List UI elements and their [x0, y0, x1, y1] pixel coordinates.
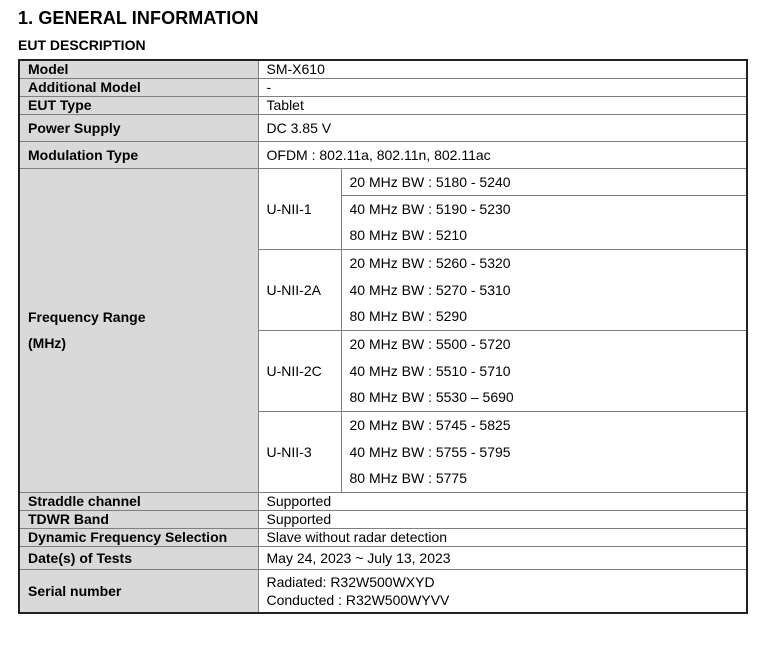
dfs-label: Dynamic Frequency Selection [19, 528, 258, 546]
serial-number-label: Serial number [19, 569, 258, 613]
section-title: 1. GENERAL INFORMATION [18, 8, 259, 28]
table-row [19, 510, 747, 528]
straddle-channel-label: Straddle channel [19, 492, 258, 510]
band-entry: 80 MHz BW : 5210 [341, 222, 747, 249]
table-row [19, 569, 747, 613]
band-entry: 80 MHz BW : 5530 – 5690 [341, 384, 747, 411]
straddle-channel-value: Supported [258, 492, 747, 510]
tdwr-band-label: TDWR Band [19, 510, 258, 528]
frequency-range-label-line2: (MHz) [28, 335, 67, 351]
eut-type-value: Tablet [258, 96, 747, 114]
band-entry: 20 MHz BW : 5260 - 5320 [341, 249, 747, 276]
table-row [19, 168, 747, 195]
serial-radiated: Radiated: R32W500WXYD [266, 573, 435, 590]
power-supply-label: Power Supply [19, 114, 258, 141]
table-row [19, 114, 747, 141]
band-entry: 40 MHz BW : 5190 - 5230 [341, 195, 747, 222]
band-entry: 20 MHz BW : 5180 - 5240 [341, 168, 747, 195]
additional-model-label: Additional Model [19, 78, 258, 96]
table-row [19, 60, 747, 78]
table-row [19, 141, 747, 168]
model-value: SM-X610 [258, 60, 747, 78]
table-row [19, 96, 747, 114]
section-subtitle: EUT DESCRIPTION [18, 37, 146, 53]
band-entry: 40 MHz BW : 5270 - 5310 [341, 276, 747, 303]
band-name-unii-1: U-NII-1 [258, 168, 341, 249]
serial-number-value [258, 569, 747, 613]
band-entry: 20 MHz BW : 5500 - 5720 [341, 330, 747, 357]
band-name-unii-2c: U-NII-2C [258, 330, 341, 411]
band-name-unii-3: U-NII-3 [258, 411, 341, 492]
eut-type-label: EUT Type [19, 96, 258, 114]
modulation-type-label: Modulation Type [19, 141, 258, 168]
band-entry: 40 MHz BW : 5755 - 5795 [341, 438, 747, 465]
serial-conducted: Conducted : R32W500WYVV [266, 591, 450, 608]
frequency-range-label [19, 168, 258, 492]
band-entry: 40 MHz BW : 5510 - 5710 [341, 357, 747, 384]
table-row [19, 528, 747, 546]
eut-description-table [18, 59, 748, 614]
tdwr-band-value: Supported [258, 510, 747, 528]
table-row [19, 78, 747, 96]
power-supply-value: DC 3.85 V [258, 114, 747, 141]
band-name-unii-2a: U-NII-2A [258, 249, 341, 330]
band-entry: 20 MHz BW : 5745 - 5825 [341, 411, 747, 438]
band-entry: 80 MHz BW : 5775 [341, 465, 747, 492]
model-label: Model [19, 60, 258, 78]
modulation-type-value: OFDM : 802.11a, 802.11n, 802.11ac [258, 141, 747, 168]
table-row [19, 546, 747, 569]
band-entry: 80 MHz BW : 5290 [341, 303, 747, 330]
frequency-range-label-line1: Frequency Range [28, 309, 146, 325]
additional-model-value: - [258, 78, 747, 96]
test-dates-value: May 24, 2023 ~ July 13, 2023 [258, 546, 747, 569]
test-dates-label: Date(s) of Tests [19, 546, 258, 569]
dfs-value: Slave without radar detection [258, 528, 747, 546]
table-row [19, 492, 747, 510]
